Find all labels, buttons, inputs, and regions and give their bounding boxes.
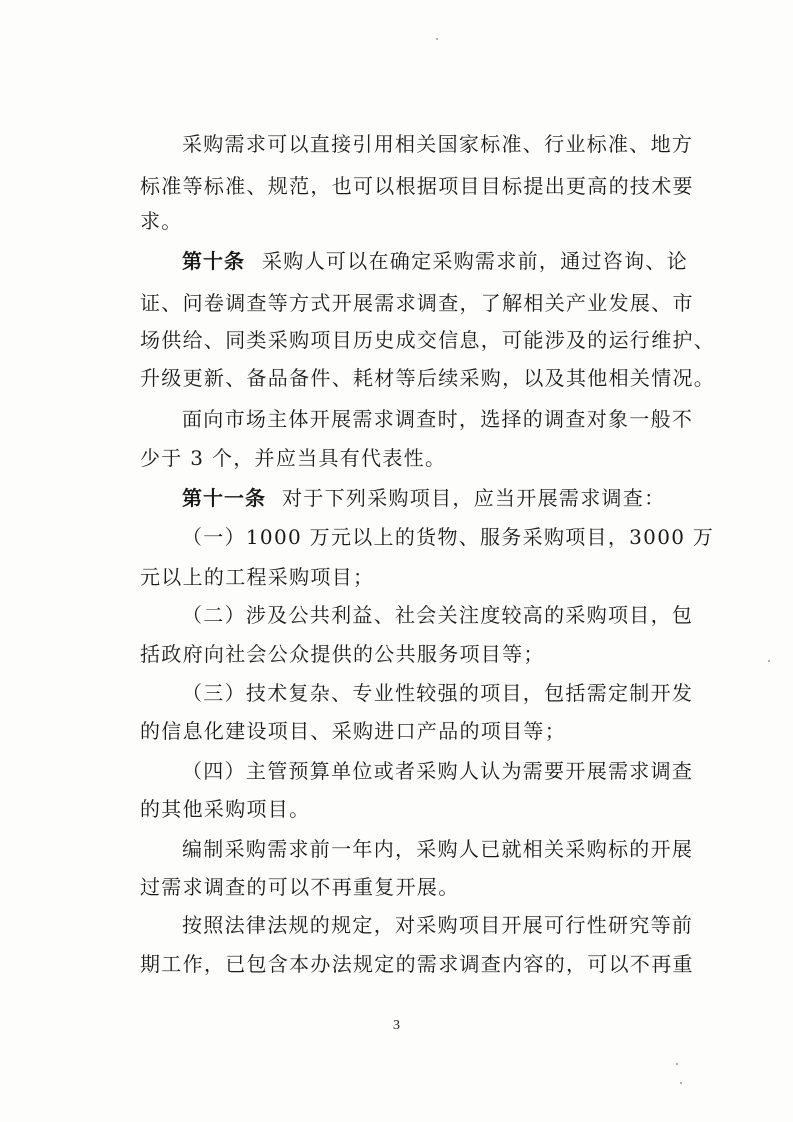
text-line: 面向市场主体开展需求调查时，选择的调查对象一般不 — [182, 407, 694, 431]
text-line: 求。 — [140, 209, 183, 233]
text-line: 少于 3 个，并应当具有代表性。 — [140, 446, 447, 470]
text-line: 括政府向社会公众提供的公共服务项目等； — [140, 642, 545, 666]
article-heading: 第十条 — [182, 249, 245, 273]
text-line: 标准等标准、规范，也可以根据项目目标提出更高的技术要 — [140, 174, 694, 198]
scan-speck — [768, 660, 770, 662]
text-line: 场供给、同类采购项目历史成交信息，可能涉及的运行维护、 — [140, 328, 716, 352]
text-line: 编制采购需求前一年内，采购人已就相关采购标的开展 — [182, 837, 694, 861]
article-heading: 第十一条 — [182, 486, 266, 510]
text-line: 对于下列采购项目，应当开展需求调查： — [282, 486, 666, 510]
list-item: （二）涉及公共利益、社会关注度较高的采购项目，包 — [182, 603, 694, 627]
list-item: （一）1000 万元以上的货物、服务采购项目，3000 万 — [182, 525, 715, 549]
text-line: 按照法律法规的规定，对采购项目开展可行性研究等前 — [182, 913, 694, 937]
text-line: 升级更新、备品备件、耗材等后续采购，以及其他相关情况。 — [140, 366, 716, 390]
scan-speck — [436, 38, 438, 40]
list-item: （三）技术复杂、专业性较强的项目，包括需定制开发 — [182, 681, 694, 705]
text-line: 的信息化建设项目、采购进口产品的项目等； — [140, 719, 566, 743]
text-line: 期工作，已包含本办法规定的需求调查内容的，可以不再重 — [140, 952, 694, 976]
text-line: 证、问卷调查等方式开展需求调查，了解相关产业发展、市 — [140, 291, 694, 315]
text-line: 过需求调查的可以不再重复开展。 — [140, 875, 460, 899]
list-item: （四）主管预算单位或者采购人认为需要开展需求调查 — [182, 759, 694, 783]
scan-speck — [680, 1082, 682, 1084]
text-line: 采购人可以在确定采购需求前，通过咨询、论 — [262, 249, 688, 273]
scan-speck — [676, 1063, 678, 1065]
page-number: 3 — [393, 1018, 400, 1033]
text-line: 的其他采购项目。 — [140, 797, 311, 821]
text-line: 采购需求可以直接引用相关国家标准、行业标准、地方 — [182, 132, 694, 156]
text-line: 元以上的工程采购项目； — [140, 565, 375, 589]
